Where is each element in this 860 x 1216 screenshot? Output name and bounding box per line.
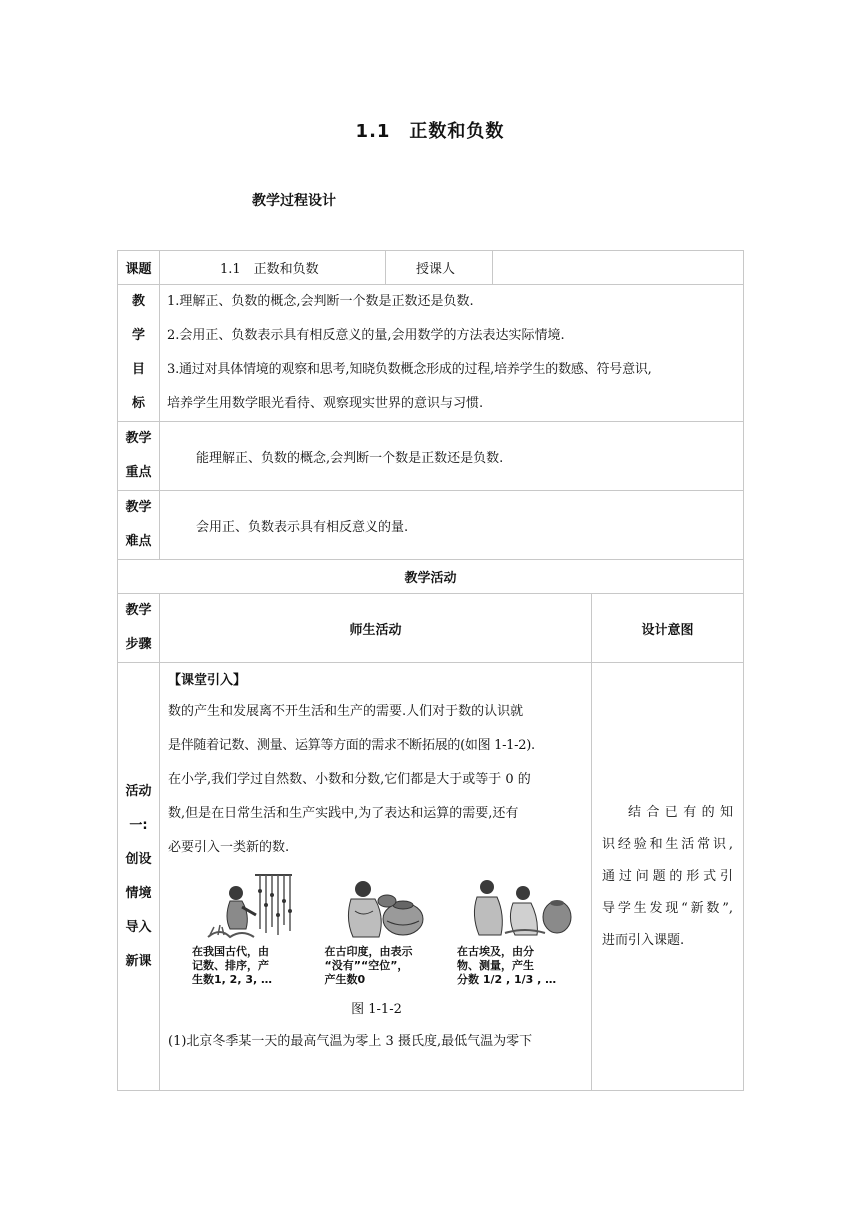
objective-line: 2.会用正、负数表示具有相反意义的量,会用数学的方法表达实际情境. bbox=[167, 328, 565, 343]
activities-title-row bbox=[118, 560, 744, 594]
paragraph-line: 数,但是在日常生活和生产实践中,为了表达和运算的需要,还有 bbox=[168, 806, 519, 821]
potter-illustration bbox=[333, 871, 433, 943]
difficulties-label: 教学 难点 bbox=[118, 491, 160, 560]
figure-panel-egypt bbox=[457, 871, 575, 987]
topic-row bbox=[118, 251, 744, 285]
objective-line: 3.通过对具体情境的观察和思考,知晓负数概念形成的过程,培养学生的数感、符号意识, bbox=[167, 362, 652, 377]
history-figure bbox=[168, 865, 585, 987]
activity-one-step: 活动 一: 创设 情境 导入 新课 bbox=[118, 663, 160, 1091]
key-points-label: 教学 重点 bbox=[118, 422, 160, 491]
figure-panel-india bbox=[325, 871, 443, 987]
objectives-label: 教 学 目 标 bbox=[118, 285, 160, 422]
activity-heading: 【课堂引入】 bbox=[168, 673, 247, 688]
design-line: 导学生发现“新数”, bbox=[602, 900, 733, 916]
paragraph-line: (1)北京冬季某一天的最高气温为零上 3 摄氏度,最低气温为零下 bbox=[168, 1034, 533, 1049]
section-title: 教学过程设计 bbox=[252, 193, 336, 209]
measuring-illustration bbox=[465, 871, 575, 943]
teacher-value bbox=[493, 251, 744, 285]
column-header-row bbox=[118, 594, 744, 663]
objective-line: 1.理解正、负数的概念,会判断一个数是正数还是负数. bbox=[167, 294, 474, 309]
page-title: 1.1 正数和负数 bbox=[355, 121, 505, 142]
key-points-text: 能理解正、负数的概念,会判断一个数是正数还是负数. bbox=[160, 422, 744, 491]
figure-label: 图 1-1-2 bbox=[351, 1002, 402, 1017]
lesson-plan-table bbox=[117, 250, 744, 1091]
teacher-label: 授课人 bbox=[386, 251, 493, 285]
paragraph-line: 在小学,我们学过自然数、小数和分数,它们都是大于或等于 0 的 bbox=[168, 772, 531, 787]
paragraph-line: 必要引入一类新的数. bbox=[168, 840, 290, 855]
intent-column-header: 设计意图 bbox=[592, 594, 744, 663]
key-points-row bbox=[118, 422, 744, 491]
design-line: 识经验和生活常识, bbox=[602, 836, 733, 852]
activity-column-header: 师生活动 bbox=[160, 594, 592, 663]
caption-egypt: 在古埃及，由分 物、测量，产生 分数 1/2 , 1/3 , … bbox=[457, 945, 557, 986]
paragraph-line: 是伴随着记数、测量、运算等方面的需求不断拓展的(如图 1-1-2). bbox=[168, 738, 535, 753]
caption-india: 在古印度，由表示 “没有”“空位”， 产生数0 bbox=[324, 945, 413, 986]
design-line: 进而引入课题. bbox=[602, 932, 685, 948]
topic-label: 课题 bbox=[118, 251, 160, 285]
figure-panel-china bbox=[192, 871, 310, 987]
step-column-header: 教学 步骤 bbox=[118, 594, 160, 663]
difficulties-text: 会用正、负数表示具有相反意义的量. bbox=[160, 491, 744, 560]
activity-one-row bbox=[118, 663, 744, 1091]
activity-one-content bbox=[160, 663, 592, 1091]
design-line: 通过问题的形式引 bbox=[602, 868, 733, 884]
difficulties-row bbox=[118, 491, 744, 560]
topic-value: 1.1 正数和负数 bbox=[160, 251, 386, 285]
paragraph-line: 数的产生和发展离不开生活和生产的需要.人们对于数的认识就 bbox=[168, 704, 524, 719]
objectives-row bbox=[118, 285, 744, 422]
activities-title: 教学活动 bbox=[118, 560, 744, 594]
design-line: 结合已有的知 bbox=[628, 804, 733, 820]
objective-line: 培养学生用数学眼光看待、观察现实世界的意识与习惯. bbox=[167, 396, 484, 411]
design-intent-content bbox=[592, 663, 744, 1091]
caption-china: 在我国古代，由 记数、排序，产 生数1, 2, 3, … bbox=[192, 945, 272, 986]
objectives-content bbox=[160, 285, 744, 422]
tally-knot-illustration bbox=[200, 871, 300, 943]
